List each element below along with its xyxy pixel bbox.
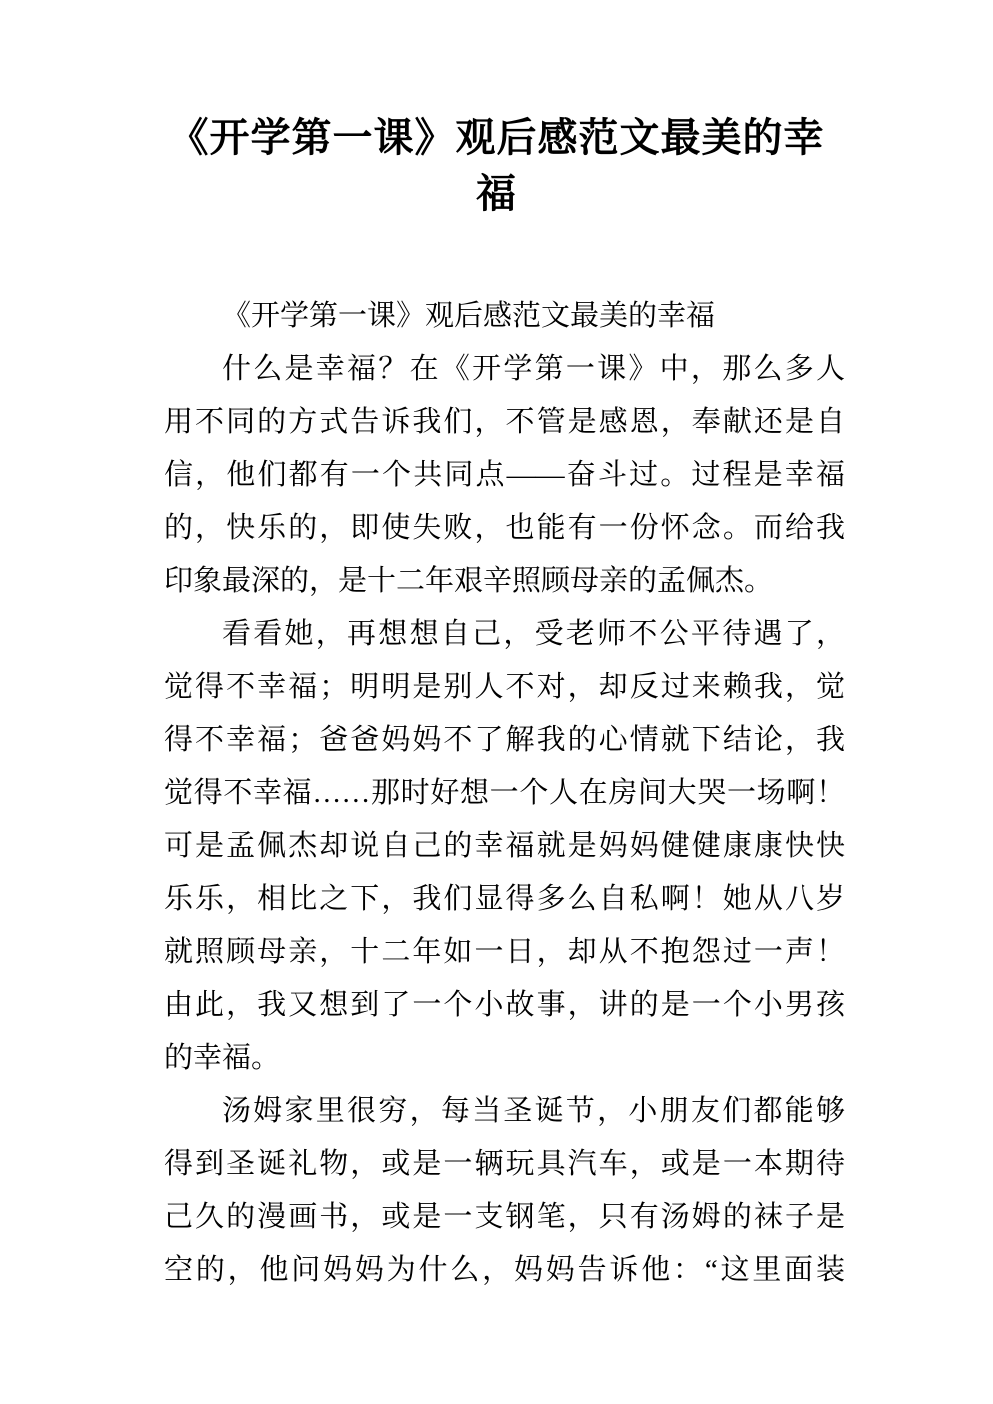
body-line: 汤姆家里很穷，每当圣诞节，小朋友们都能够 — [222, 1095, 845, 1127]
document-title — [0, 0, 993, 222]
body-line: 用不同的方式告诉我们，不管是感恩，奉献还是自 — [164, 406, 845, 438]
body-line: 什么是幸福？在《开学第一课》中，那么多人 — [222, 353, 845, 385]
body-line: 己久的漫画书，或是一支钢笔，只有汤姆的袜子是 — [164, 1201, 845, 1233]
body-line: 乐乐，相比之下，我们显得多么自私啊！她从八岁 — [164, 883, 845, 915]
body-line: 的幸福。 — [164, 1042, 281, 1074]
body-line: 就照顾母亲，十二年如一日，却从不抱怨过一声！ — [164, 936, 845, 968]
body-line-subtitle: 《开学第一课》观后感范文最美的幸福 — [222, 300, 716, 332]
body-line: 由此，我又想到了一个小故事，讲的是一个小男孩 — [164, 989, 845, 1021]
title-line-2: 福 — [476, 172, 517, 216]
body-line: 的，快乐的，即使失败，也能有一份怀念。而给我 — [164, 512, 845, 544]
body-line: 看看她，再想想自己，受老师不公平待遇了， — [222, 618, 845, 650]
body-line: 得不幸福；爸爸妈妈不了解我的心情就下结论，我 — [164, 724, 845, 756]
body-line: 觉得不幸福……那时好想一个人在房间大哭一场啊！ — [164, 777, 845, 809]
body-line: 信，他们都有一个共同点——奋斗过。过程是幸福 — [164, 459, 845, 491]
body-line: 空的，他问妈妈为什么，妈妈告诉他：“这里面装 — [164, 1254, 845, 1286]
body-line: 可是孟佩杰却说自己的幸福就是妈妈健健康康快快 — [164, 830, 845, 862]
title-line-1: 《开学第一课》观后感范文最美的幸 — [168, 116, 825, 160]
body-line: 印象最深的，是十二年艰辛照顾母亲的孟佩杰。 — [164, 565, 774, 597]
body-line: 得到圣诞礼物，或是一辆玩具汽车，或是一本期待 — [164, 1148, 845, 1180]
body-line: 觉得不幸福；明明是别人不对，却反过来赖我，觉 — [164, 671, 845, 703]
document-body — [0, 290, 845, 1297]
